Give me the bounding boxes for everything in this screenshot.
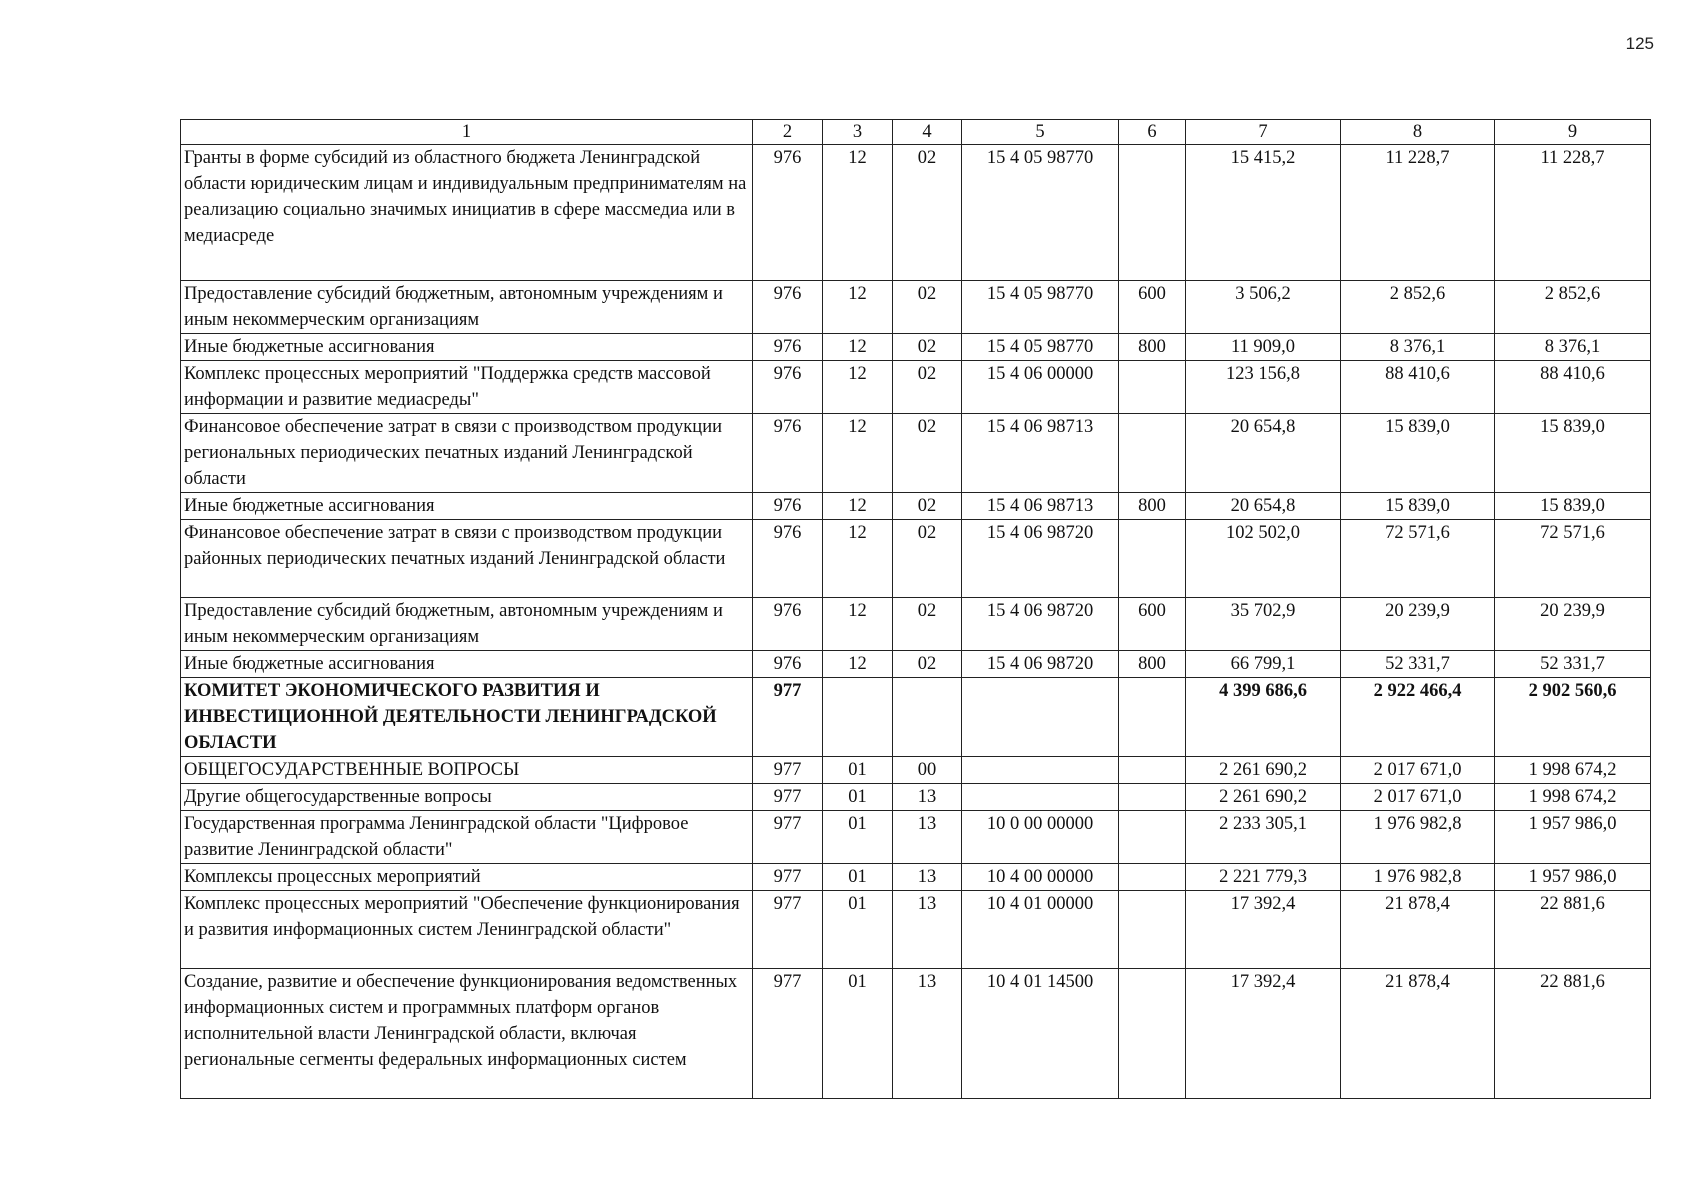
row-section-code: 01 [823, 891, 893, 969]
row-target-article-code: 15 4 06 98720 [962, 520, 1119, 598]
row-target-article-code: 15 4 06 98713 [962, 493, 1119, 520]
row-amount-col8: 21 878,4 [1341, 891, 1495, 969]
row-amount-col9: 2 902 560,6 [1495, 678, 1651, 757]
column-header: 4 [893, 120, 962, 145]
row-subsection-code: 02 [893, 361, 962, 414]
row-amount-col7: 17 392,4 [1186, 891, 1341, 969]
row-amount-col8: 1 976 982,8 [1341, 811, 1495, 864]
table-row [181, 520, 1651, 598]
table-row [181, 811, 1651, 864]
row-amount-col9: 1 998 674,2 [1495, 757, 1651, 784]
row-amount-col8: 8 376,1 [1341, 334, 1495, 361]
row-subsection-code: 02 [893, 651, 962, 678]
row-section-code: 12 [823, 493, 893, 520]
table-row [181, 334, 1651, 361]
row-target-article-code [962, 784, 1119, 811]
row-target-article-code [962, 678, 1119, 757]
row-amount-col7: 3 506,2 [1186, 281, 1341, 334]
row-section-code: 12 [823, 361, 893, 414]
row-subsection-code: 13 [893, 969, 962, 1099]
row-section-code: 12 [823, 334, 893, 361]
column-header: 5 [962, 120, 1119, 145]
row-expense-type-code [1119, 361, 1186, 414]
column-header: 6 [1119, 120, 1186, 145]
row-name: Финансовое обеспечение затрат в связи с производством продукции районных периодических печатных изданий Ленинградской области [181, 520, 753, 598]
row-expense-type-code [1119, 864, 1186, 891]
row-name: ОБЩЕГОСУДАРСТВЕННЫЕ ВОПРОСЫ [181, 757, 753, 784]
row-grbs-code: 976 [753, 651, 823, 678]
row-target-article-code: 15 4 05 98770 [962, 334, 1119, 361]
row-subsection-code: 13 [893, 784, 962, 811]
table-row [181, 891, 1651, 969]
table-row [181, 784, 1651, 811]
row-amount-col7: 17 392,4 [1186, 969, 1341, 1099]
row-expense-type-code: 800 [1119, 651, 1186, 678]
row-amount-col7: 15 415,2 [1186, 145, 1341, 281]
row-amount-col9: 1 957 986,0 [1495, 811, 1651, 864]
row-subsection-code: 02 [893, 493, 962, 520]
table-row [181, 145, 1651, 281]
row-amount-col8: 2 017 671,0 [1341, 757, 1495, 784]
row-grbs-code: 977 [753, 864, 823, 891]
row-grbs-code: 977 [753, 784, 823, 811]
row-amount-col9: 11 228,7 [1495, 145, 1651, 281]
row-target-article-code: 15 4 06 98720 [962, 651, 1119, 678]
table-row [181, 281, 1651, 334]
budget-table [180, 119, 1651, 1099]
row-amount-col9: 2 852,6 [1495, 281, 1651, 334]
table-row [181, 493, 1651, 520]
row-expense-type-code: 800 [1119, 493, 1186, 520]
row-grbs-code: 977 [753, 757, 823, 784]
row-subsection-code: 02 [893, 414, 962, 493]
table-row [181, 757, 1651, 784]
row-amount-col8: 21 878,4 [1341, 969, 1495, 1099]
row-amount-col7: 66 799,1 [1186, 651, 1341, 678]
row-target-article-code: 15 4 06 00000 [962, 361, 1119, 414]
row-section-code: 01 [823, 811, 893, 864]
row-section-code: 12 [823, 281, 893, 334]
row-amount-col9: 88 410,6 [1495, 361, 1651, 414]
row-grbs-code: 976 [753, 414, 823, 493]
row-expense-type-code [1119, 414, 1186, 493]
row-expense-type-code [1119, 969, 1186, 1099]
row-expense-type-code [1119, 784, 1186, 811]
row-target-article-code: 15 4 06 98713 [962, 414, 1119, 493]
row-target-article-code: 10 0 00 00000 [962, 811, 1119, 864]
row-name: Предоставление субсидий бюджетным, автономным учреждениям и иным некоммерческим организациям [181, 281, 753, 334]
row-amount-col7: 123 156,8 [1186, 361, 1341, 414]
row-amount-col8: 72 571,6 [1341, 520, 1495, 598]
row-name: Предоставление субсидий бюджетным, автономным учреждениям и иным некоммерческим организациям [181, 598, 753, 651]
row-name: Иные бюджетные ассигнования [181, 651, 753, 678]
row-amount-col7: 11 909,0 [1186, 334, 1341, 361]
row-expense-type-code [1119, 891, 1186, 969]
row-amount-col9: 8 376,1 [1495, 334, 1651, 361]
row-amount-col8: 15 839,0 [1341, 414, 1495, 493]
row-grbs-code: 976 [753, 598, 823, 651]
page-number: 125 [1625, 34, 1654, 53]
row-grbs-code: 976 [753, 281, 823, 334]
table-row [181, 414, 1651, 493]
row-name: Гранты в форме субсидий из областного бюджета Ленинградской области юридическим лицам и индивидуальным предпринимателям на реализацию социально значимых инициатив в сфере массмедиа или в медиасреде [181, 145, 753, 281]
row-expense-type-code [1119, 678, 1186, 757]
row-expense-type-code [1119, 811, 1186, 864]
row-subsection-code: 02 [893, 281, 962, 334]
column-header: 3 [823, 120, 893, 145]
row-amount-col9: 52 331,7 [1495, 651, 1651, 678]
row-grbs-code: 976 [753, 520, 823, 598]
row-amount-col7: 2 261 690,2 [1186, 784, 1341, 811]
row-amount-col9: 22 881,6 [1495, 969, 1651, 1099]
column-header: 9 [1495, 120, 1651, 145]
row-name: КОМИТЕТ ЭКОНОМИЧЕСКОГО РАЗВИТИЯ И ИНВЕСТИЦИОННОЙ ДЕЯТЕЛЬНОСТИ ЛЕНИНГРАДСКОЙ ОБЛАСТИ [181, 678, 753, 757]
row-amount-col7: 20 654,8 [1186, 414, 1341, 493]
row-subsection-code: 00 [893, 757, 962, 784]
row-amount-col8: 20 239,9 [1341, 598, 1495, 651]
row-section-code: 01 [823, 757, 893, 784]
row-amount-col7: 102 502,0 [1186, 520, 1341, 598]
row-amount-col8: 11 228,7 [1341, 145, 1495, 281]
table-body [181, 145, 1651, 1099]
column-header: 7 [1186, 120, 1341, 145]
header-row [181, 120, 1651, 145]
row-grbs-code: 976 [753, 493, 823, 520]
row-grbs-code: 976 [753, 334, 823, 361]
row-name: Комплекс процессных мероприятий "Поддержка средств массовой информации и развитие медиасреды" [181, 361, 753, 414]
row-target-article-code: 15 4 06 98720 [962, 598, 1119, 651]
row-target-article-code: 10 4 01 00000 [962, 891, 1119, 969]
row-subsection-code [893, 678, 962, 757]
row-amount-col7: 2 233 305,1 [1186, 811, 1341, 864]
row-amount-col7: 20 654,8 [1186, 493, 1341, 520]
row-amount-col8: 2 017 671,0 [1341, 784, 1495, 811]
row-amount-col8: 1 976 982,8 [1341, 864, 1495, 891]
row-amount-col8: 15 839,0 [1341, 493, 1495, 520]
table-row [181, 651, 1651, 678]
column-header: 8 [1341, 120, 1495, 145]
row-target-article-code [962, 757, 1119, 784]
row-name: Комплексы процессных мероприятий [181, 864, 753, 891]
row-section-code: 12 [823, 651, 893, 678]
row-subsection-code: 13 [893, 811, 962, 864]
row-expense-type-code: 600 [1119, 598, 1186, 651]
row-amount-col9: 1 957 986,0 [1495, 864, 1651, 891]
row-target-article-code: 15 4 05 98770 [962, 281, 1119, 334]
row-section-code [823, 678, 893, 757]
table-row [181, 678, 1651, 757]
table-row [181, 598, 1651, 651]
row-subsection-code: 02 [893, 334, 962, 361]
row-name: Финансовое обеспечение затрат в связи с производством продукции региональных периодических печатных изданий Ленинградской области [181, 414, 753, 493]
row-expense-type-code [1119, 145, 1186, 281]
row-amount-col9: 20 239,9 [1495, 598, 1651, 651]
row-name: Государственная программа Ленинградской области "Цифровое развитие Ленинградской области" [181, 811, 753, 864]
row-name: Иные бюджетные ассигнования [181, 493, 753, 520]
row-grbs-code: 977 [753, 891, 823, 969]
row-section-code: 12 [823, 145, 893, 281]
row-subsection-code: 02 [893, 520, 962, 598]
row-target-article-code: 10 4 01 14500 [962, 969, 1119, 1099]
row-grbs-code: 977 [753, 678, 823, 757]
column-header: 1 [181, 120, 753, 145]
row-subsection-code: 02 [893, 145, 962, 281]
row-grbs-code: 976 [753, 361, 823, 414]
row-section-code: 12 [823, 414, 893, 493]
table-row [181, 361, 1651, 414]
row-name: Комплекс процессных мероприятий "Обеспечение функционирования и развития информационных систем Ленинградской области" [181, 891, 753, 969]
row-target-article-code: 10 4 00 00000 [962, 864, 1119, 891]
row-amount-col7: 35 702,9 [1186, 598, 1341, 651]
row-expense-type-code: 600 [1119, 281, 1186, 334]
row-expense-type-code [1119, 520, 1186, 598]
row-amount-col7: 2 261 690,2 [1186, 757, 1341, 784]
column-header: 2 [753, 120, 823, 145]
row-amount-col9: 72 571,6 [1495, 520, 1651, 598]
row-grbs-code: 977 [753, 969, 823, 1099]
row-name: Создание, развитие и обеспечение функционирования ведомственных информационных систем и программных платформ органов исполнительной власти Ленинградской области, включая региональные сегменты федеральных информационных систем [181, 969, 753, 1099]
row-amount-col9: 1 998 674,2 [1495, 784, 1651, 811]
row-expense-type-code: 800 [1119, 334, 1186, 361]
row-grbs-code: 977 [753, 811, 823, 864]
row-section-code: 12 [823, 598, 893, 651]
row-expense-type-code [1119, 757, 1186, 784]
row-grbs-code: 976 [753, 145, 823, 281]
row-section-code: 01 [823, 969, 893, 1099]
row-amount-col7: 2 221 779,3 [1186, 864, 1341, 891]
row-amount-col9: 22 881,6 [1495, 891, 1651, 969]
row-amount-col8: 88 410,6 [1341, 361, 1495, 414]
row-subsection-code: 13 [893, 891, 962, 969]
row-amount-col8: 52 331,7 [1341, 651, 1495, 678]
row-amount-col8: 2 852,6 [1341, 281, 1495, 334]
row-name: Другие общегосударственные вопросы [181, 784, 753, 811]
row-amount-col9: 15 839,0 [1495, 414, 1651, 493]
row-amount-col8: 2 922 466,4 [1341, 678, 1495, 757]
table-row [181, 864, 1651, 891]
row-amount-col7: 4 399 686,6 [1186, 678, 1341, 757]
row-subsection-code: 02 [893, 598, 962, 651]
row-section-code: 01 [823, 864, 893, 891]
row-name: Иные бюджетные ассигнования [181, 334, 753, 361]
table-row [181, 969, 1651, 1099]
row-target-article-code: 15 4 05 98770 [962, 145, 1119, 281]
row-section-code: 01 [823, 784, 893, 811]
row-amount-col9: 15 839,0 [1495, 493, 1651, 520]
row-subsection-code: 13 [893, 864, 962, 891]
row-section-code: 12 [823, 520, 893, 598]
